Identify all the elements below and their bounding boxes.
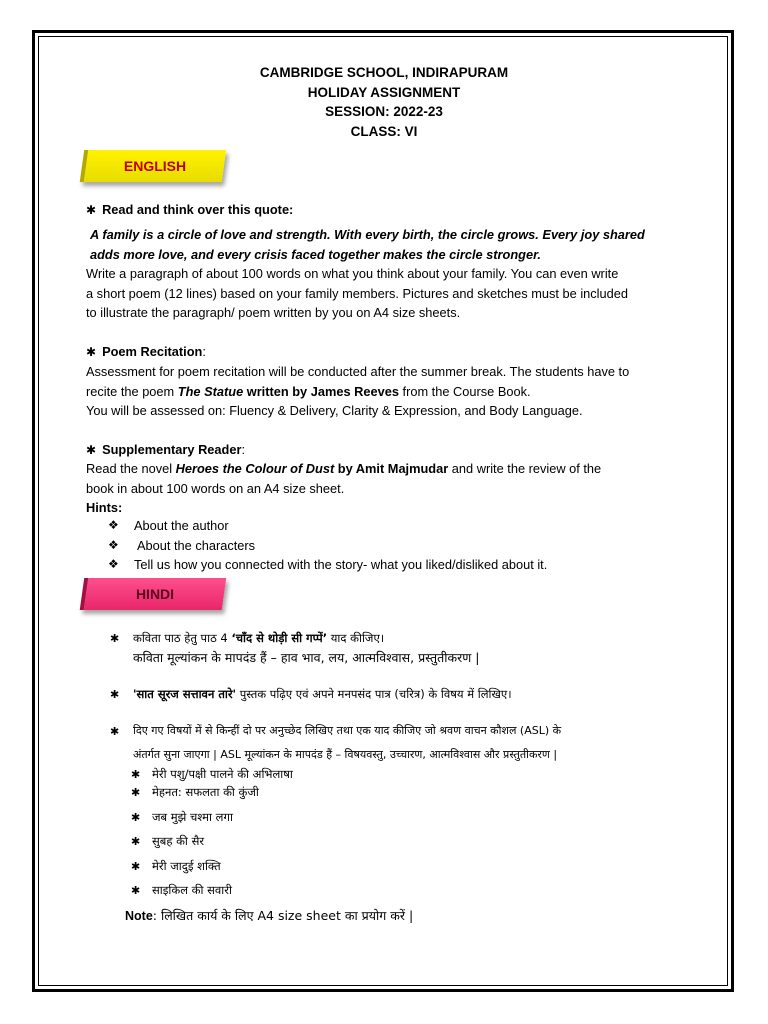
hint-item: About the author <box>134 518 229 533</box>
star-bullet-icon: ✱ <box>131 786 141 799</box>
star-bullet-icon: ✱ <box>131 811 141 824</box>
assignment-title: HOLIDAY ASSIGNMENT <box>307 84 461 100</box>
star-bullet-icon: ✱ <box>86 443 97 457</box>
diamond-bullet-icon: ❖ <box>108 557 119 571</box>
session-label: SESSION: 2022-23 <box>325 104 443 119</box>
star-bullet-icon: ✱ <box>110 688 120 701</box>
english-q1-heading: ✱ Read and think over this quote: <box>86 202 294 217</box>
hints-label: Hints: <box>86 500 123 515</box>
hindi-topic: जब मुझे चश्मा लगा <box>152 810 233 824</box>
english-q2-heading: ✱ Poem Recitation: <box>86 344 206 359</box>
hindi-topic: साइकिल की सवारी <box>152 883 232 897</box>
star-bullet-icon: ✱ <box>131 860 141 873</box>
hindi-topic: मेरी पशु/पक्षी पालने की अभिलाषा <box>152 767 293 781</box>
hindi-topic: मेहनत: सफलता की कुंजी <box>152 785 259 799</box>
star-bullet-icon: ✱ <box>131 768 141 781</box>
english-q1-body: Write a paragraph of about 100 words on what you think about your family. You can even write a short poem (12 lines) based on your family members. Pictures and sketches must be included to illustrate the paragraph/ poem written by you on A4 size sheets. <box>86 266 628 320</box>
star-bullet-icon: ✱ <box>86 345 97 359</box>
diamond-bullet-icon: ❖ <box>108 518 119 532</box>
hindi-tag-label: HINDI <box>135 586 175 602</box>
star-bullet-icon: ✱ <box>110 632 120 645</box>
english-q3-heading: ✱ Supplementary Reader: <box>86 442 246 457</box>
hint-item: About the characters <box>137 538 256 553</box>
star-bullet-icon: ✱ <box>110 725 120 738</box>
hindi-item-1: कविता पाठ हेतु पाठ 4 ‘चाँद से थोड़ी सी गप्पें’ याद कीजिए। कविता मूल्यांकन के मापदंड हैं – हाव भाव, लय, आत्मविश्वास, प्रस्तुतीकरण | <box>133 631 480 665</box>
hindi-item-3: दिए गए विषयों में से किन्हीं दो पर अनुच्छेद लिखिए तथा एक याद कीजिए जो श्रवण वाचन कौशल (ASL) के अंतर्गत सुना जाएगा | ASL मूल्यांकन के मापदंड हैं – विषयवस्तु, उच्चारण, आत्मविश्वास और प्रस्तुतीकरण | <box>133 724 562 761</box>
hindi-topic: मेरी जादुई शक्ति <box>152 859 221 873</box>
hindi-topic: सुबह की सैर <box>152 834 205 848</box>
hint-item: Tell us how you connected with the story- what you liked/disliked about it. <box>134 557 548 572</box>
diamond-bullet-icon: ❖ <box>108 538 119 552</box>
english-quote: A family is a circle of love and strength. With every birth, the circle grows. Every joy shared adds more love, and every crisis faced together makes the circle stronger. <box>90 227 645 262</box>
hindi-item-2: 'सात सूरज सत्तावन तारे' पुस्तक पढ़िए एवं अपने मनपसंद पात्र (चरित्र) के विषय में लिखिए। <box>133 687 512 701</box>
star-bullet-icon: ✱ <box>131 835 141 848</box>
english-tag-label: ENGLISH <box>123 158 187 174</box>
english-q2-body: Assessment for poem recitation will be conducted after the summer break. The students have to recite the poem The Statue written by James Reeves from the Course Book. You will be assessed on: Fluency & Delivery, Clarity & Expression, and Body Language. <box>86 364 630 418</box>
star-bullet-icon: ✱ <box>86 203 97 217</box>
english-q3-body: Read the novel Heroes the Colour of Dust by Amit Majmudar and write the review of the book in about 100 words on an A4 size sheet. <box>86 461 602 496</box>
hindi-section-tag <box>80 578 226 610</box>
note-line: Note: लिखित कार्य के लिए A4 size sheet का प्रयोग करें | <box>125 908 414 923</box>
star-bullet-icon: ✱ <box>131 884 141 897</box>
document-header <box>0 63 768 141</box>
class-label: CLASS: VI <box>350 123 418 139</box>
english-section-tag <box>80 150 226 182</box>
school-name: CAMBRIDGE SCHOOL, INDIRAPURAM <box>259 65 509 80</box>
